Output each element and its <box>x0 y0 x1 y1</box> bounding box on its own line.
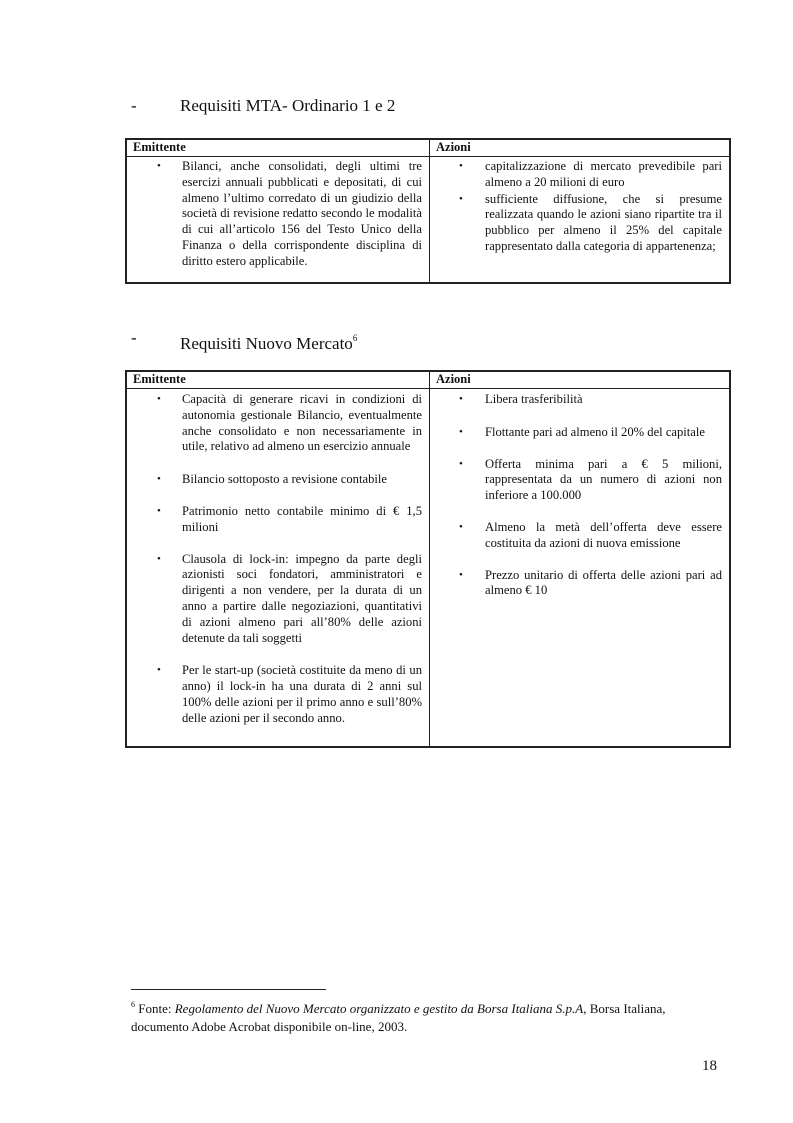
bullet-text: Offerta minima pari a € 5 milioni, rappresentata da un numero di azioni non inferiore a 100.000 <box>485 456 722 503</box>
footnote-rest: , Borsa Italiana, documento Adobe Acrobat disponibile on-line, 2003. <box>131 1001 666 1034</box>
bullet-text: Bilanci, anche consolidati, degli ultimi tre esercizi annuali pubblicati e depositati, di cui almeno l’ultimo corredato di un giudizio della società di revisione redatto secondo le modalità di cui all’articolo 156 del Testo Unico della Finanza o della corrispondente disciplina di diritto estero applicabile. <box>182 159 422 268</box>
bullet-icon: • <box>157 664 161 677</box>
bullet-text: Prezzo unitario di offerta delle azioni pari ad almeno € 10 <box>485 567 722 598</box>
bullet-item <box>127 392 429 455</box>
bullet-text: Per le start-up (società costituite da meno di un anno) il lock-in ha una durata di 2 anni sul 100% delle azioni per il primo anno e sull’80% delle azioni per il secondo anno. <box>182 663 422 725</box>
bullet-text: Libera trasferibilità <box>485 392 583 406</box>
bullet-text: Clausola di lock-in: impegno da parte degli azionisti soci fondatori, amministratori e dirigenti a non vendere, per la durata di un anno a partire dalle negoziazioni, quantitativi di azioni almeno pari all’80% delle azioni detenute da tali soggetti <box>182 551 422 645</box>
footnote-source-title: Regolamento del Nuovo Mercato organizzato e gestito da Borsa Italiana S.p.A <box>174 1001 584 1016</box>
footnote-lead: Fonte: <box>135 1001 175 1016</box>
bullet-icon: • <box>157 160 161 172</box>
bullet-text: Flottante pari ad almeno il 20% del capitale <box>485 424 705 439</box>
azioni-cell <box>430 389 731 748</box>
bullet-text: Almeno la metà dell’offerta deve essere costituita da azioni di nuova emissione <box>485 519 722 550</box>
bullet-text: Patrimonio netto contabile minimo di € 1,5 milioni <box>182 503 422 534</box>
bullet-item <box>127 552 429 647</box>
column-header-emittente: Emittente <box>126 371 430 389</box>
footnote-number: 6 <box>131 1000 135 1009</box>
bullet-text: capitalizzazione di mercato prevedibile pari almeno a 20 milioni di euro <box>485 159 722 189</box>
bullet-item <box>127 472 429 488</box>
heading-dash: - <box>131 96 137 115</box>
heading-title <box>180 328 357 354</box>
bullet-item <box>127 504 429 536</box>
bullet-item <box>127 663 429 726</box>
requirements-table-nuovo-mercato <box>125 370 731 748</box>
bullet-item <box>127 159 429 270</box>
column-header-azioni: Azioni <box>430 371 731 389</box>
bullet-item <box>430 520 729 552</box>
bullet-text: Bilancio sottoposto a revisione contabile <box>182 472 387 487</box>
azioni-cell <box>430 157 731 284</box>
footnote-separator <box>131 989 326 990</box>
bullet-icon: • <box>459 393 463 405</box>
requirements-table-mta <box>125 138 731 284</box>
heading-title: Requisiti MTA- Ordinario 1 e 2 <box>180 96 396 115</box>
emittente-cell <box>126 389 430 748</box>
bullet-icon: • <box>459 425 463 438</box>
bullet-item <box>430 568 729 600</box>
bullet-icon: • <box>459 568 463 581</box>
bullet-item <box>430 392 729 408</box>
footnote <box>131 996 691 1036</box>
footnote-reference[interactable]: 6 <box>352 333 358 343</box>
bullet-icon: • <box>459 192 463 205</box>
bullet-icon: • <box>157 552 161 565</box>
heading-title-text: Requisiti Nuovo Mercato <box>180 334 353 353</box>
bullet-text: Capacità di generare ricavi in condizioni di autonomia gestionale Bilancio, eventualmente anche consolidato e non necessariamente in utile, relativo ad almeno un esercizio annuale <box>182 392 422 454</box>
bullet-item <box>430 425 729 441</box>
bullet-icon: • <box>157 504 161 517</box>
bullet-icon: • <box>157 473 161 486</box>
bullet-text: sufficiente diffusione, che si presume realizzata quando le azioni siano ripartite tra il pubblico per almeno il 25% del capitale rappresentato dalla categoria di appartenenza; <box>485 191 722 253</box>
bullet-item <box>430 457 729 504</box>
bullet-icon: • <box>459 457 463 470</box>
bullet-icon: • <box>459 520 463 533</box>
bullet-icon: • <box>459 160 463 172</box>
bullet-item <box>430 192 729 255</box>
column-header-emittente: Emittente <box>126 139 430 157</box>
bullet-icon: • <box>157 393 161 405</box>
heading-dash: - <box>131 328 137 347</box>
column-header-azioni: Azioni <box>430 139 731 157</box>
emittente-cell <box>126 157 430 284</box>
bullet-item <box>430 159 729 191</box>
page-number: 18 <box>702 1058 717 1074</box>
